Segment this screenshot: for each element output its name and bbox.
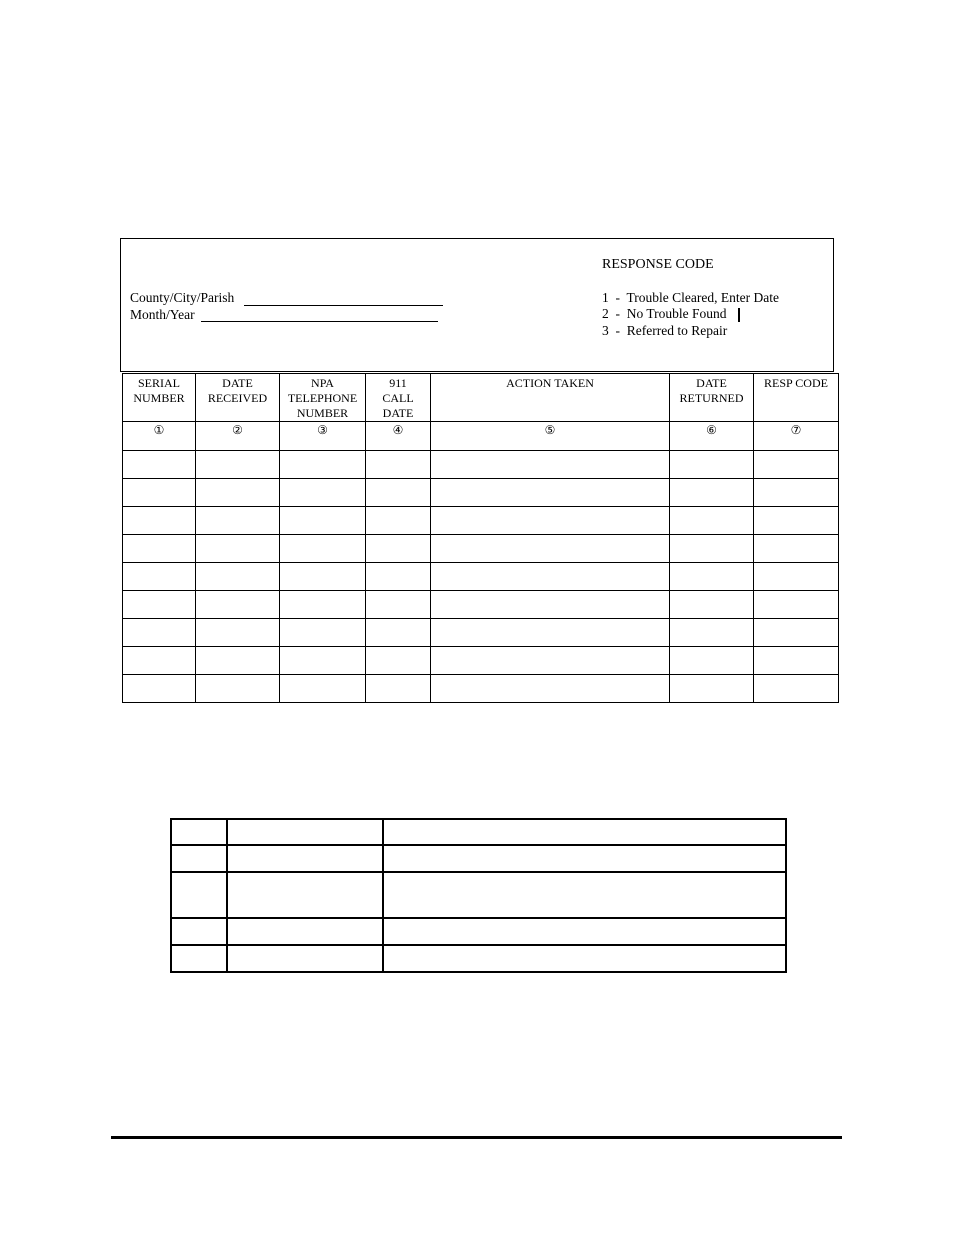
table-cell[interactable] xyxy=(280,507,366,535)
table-cell[interactable] xyxy=(670,563,754,591)
table-row xyxy=(123,479,839,507)
table-cell[interactable] xyxy=(754,479,839,507)
table-cell[interactable] xyxy=(754,675,839,703)
table-row xyxy=(171,819,786,845)
table-cell[interactable] xyxy=(366,647,431,675)
table-row xyxy=(123,451,839,479)
table-cell[interactable] xyxy=(383,945,786,972)
table-cell[interactable] xyxy=(670,451,754,479)
table-cell[interactable] xyxy=(366,451,431,479)
table-cell[interactable] xyxy=(670,535,754,563)
table-header-row xyxy=(123,374,839,422)
table-cell[interactable] xyxy=(123,563,196,591)
table-cell[interactable] xyxy=(171,918,227,945)
footer-rule xyxy=(111,1136,842,1139)
table-cell[interactable] xyxy=(366,591,431,619)
column-header-date-received: DATE RECEIVED xyxy=(196,374,280,422)
month-year-field[interactable] xyxy=(201,321,438,322)
table-row xyxy=(123,535,839,563)
table-cell[interactable] xyxy=(754,535,839,563)
table-cell[interactable] xyxy=(754,619,839,647)
column-marker: ③ xyxy=(280,422,366,451)
table-cell[interactable] xyxy=(280,535,366,563)
table-cell[interactable] xyxy=(196,675,280,703)
table-row xyxy=(123,675,839,703)
trouble-log-table xyxy=(122,373,839,703)
table-cell[interactable] xyxy=(383,918,786,945)
table-cell[interactable] xyxy=(123,507,196,535)
table-cell[interactable] xyxy=(196,451,280,479)
column-marker: ⑦ xyxy=(754,422,839,451)
table-cell[interactable] xyxy=(123,675,196,703)
table-cell[interactable] xyxy=(431,591,670,619)
secondary-table xyxy=(170,818,787,973)
table-cell[interactable] xyxy=(227,819,383,845)
table-cell[interactable] xyxy=(366,619,431,647)
table-row xyxy=(123,563,839,591)
table-cell[interactable] xyxy=(383,845,786,872)
table-cell[interactable] xyxy=(227,872,383,918)
table-cell[interactable] xyxy=(196,507,280,535)
table-row xyxy=(123,619,839,647)
table-cell[interactable] xyxy=(383,819,786,845)
table-cell[interactable] xyxy=(366,479,431,507)
table-cell[interactable] xyxy=(196,619,280,647)
table-cell[interactable] xyxy=(431,619,670,647)
table-cell[interactable] xyxy=(431,675,670,703)
table-cell[interactable] xyxy=(280,675,366,703)
table-cell[interactable] xyxy=(123,647,196,675)
response-code-item-2: 2 - No Trouble Found xyxy=(602,306,727,321)
table-cell[interactable] xyxy=(123,535,196,563)
table-cell[interactable] xyxy=(383,872,786,918)
table-cell[interactable] xyxy=(670,507,754,535)
table-cell[interactable] xyxy=(670,479,754,507)
table-cell[interactable] xyxy=(280,479,366,507)
table-cell[interactable] xyxy=(171,945,227,972)
response-code-item-1: 1 - Trouble Cleared, Enter Date xyxy=(602,290,779,305)
column-header-911-call-date: 911 CALL DATE xyxy=(366,374,431,422)
table-cell[interactable] xyxy=(280,647,366,675)
table-cell[interactable] xyxy=(431,479,670,507)
table-cell[interactable] xyxy=(196,647,280,675)
county-field[interactable] xyxy=(244,305,443,306)
table-row xyxy=(123,591,839,619)
column-header-npa-telephone-number: NPA TELEPHONE NUMBER xyxy=(280,374,366,422)
table-cell[interactable] xyxy=(366,563,431,591)
table-cell[interactable] xyxy=(670,647,754,675)
table-row xyxy=(171,918,786,945)
table-row xyxy=(171,945,786,972)
table-cell[interactable] xyxy=(754,507,839,535)
column-marker: ④ xyxy=(366,422,431,451)
table-cell[interactable] xyxy=(431,647,670,675)
table-cell[interactable] xyxy=(123,591,196,619)
table-cell[interactable] xyxy=(366,675,431,703)
column-marker: ① xyxy=(123,422,196,451)
month-year-label: Month/Year xyxy=(130,307,195,322)
response-code-item-3: 3 - Referred to Repair xyxy=(602,323,728,338)
column-header-resp-code: RESP CODE xyxy=(754,374,839,422)
table-cell[interactable] xyxy=(431,507,670,535)
table-cell[interactable] xyxy=(196,479,280,507)
county-label: County/City/Parish xyxy=(130,290,235,305)
response-code-title: RESPONSE CODE xyxy=(602,257,714,272)
table-cell[interactable] xyxy=(280,619,366,647)
table-cell[interactable] xyxy=(280,563,366,591)
table-cell[interactable] xyxy=(227,918,383,945)
column-header-action-taken: ACTION TAKEN xyxy=(431,374,670,422)
table-cell[interactable] xyxy=(227,845,383,872)
table-cell[interactable] xyxy=(431,451,670,479)
table-cell[interactable] xyxy=(366,507,431,535)
form-header-box xyxy=(120,238,834,372)
table-cell[interactable] xyxy=(670,675,754,703)
column-header-date-returned: DATE RETURNED xyxy=(670,374,754,422)
table-cell[interactable] xyxy=(366,535,431,563)
table-cell[interactable] xyxy=(670,591,754,619)
table-cell[interactable] xyxy=(196,591,280,619)
column-marker: ⑥ xyxy=(670,422,754,451)
text-caret xyxy=(738,308,740,322)
table-cell[interactable] xyxy=(754,451,839,479)
column-marker-row xyxy=(123,422,839,451)
table-row xyxy=(171,872,786,918)
table-row xyxy=(123,647,839,675)
table-cell[interactable] xyxy=(754,591,839,619)
table-cell[interactable] xyxy=(196,563,280,591)
table-cell[interactable] xyxy=(171,845,227,872)
table-cell[interactable] xyxy=(754,647,839,675)
table-cell[interactable] xyxy=(123,479,196,507)
column-marker: ② xyxy=(196,422,280,451)
column-marker: ⑤ xyxy=(431,422,670,451)
table-cell[interactable] xyxy=(670,619,754,647)
table-cell[interactable] xyxy=(171,819,227,845)
table-cell[interactable] xyxy=(431,563,670,591)
table-row xyxy=(171,845,786,872)
column-header-serial-number: SERIAL NUMBER xyxy=(123,374,196,422)
table-cell[interactable] xyxy=(431,535,670,563)
table-row xyxy=(123,507,839,535)
table-cell[interactable] xyxy=(171,872,227,918)
table-cell[interactable] xyxy=(280,591,366,619)
table-cell[interactable] xyxy=(227,945,383,972)
table-cell[interactable] xyxy=(196,535,280,563)
table-cell[interactable] xyxy=(280,451,366,479)
table-cell[interactable] xyxy=(123,451,196,479)
table-cell[interactable] xyxy=(754,563,839,591)
table-cell[interactable] xyxy=(123,619,196,647)
